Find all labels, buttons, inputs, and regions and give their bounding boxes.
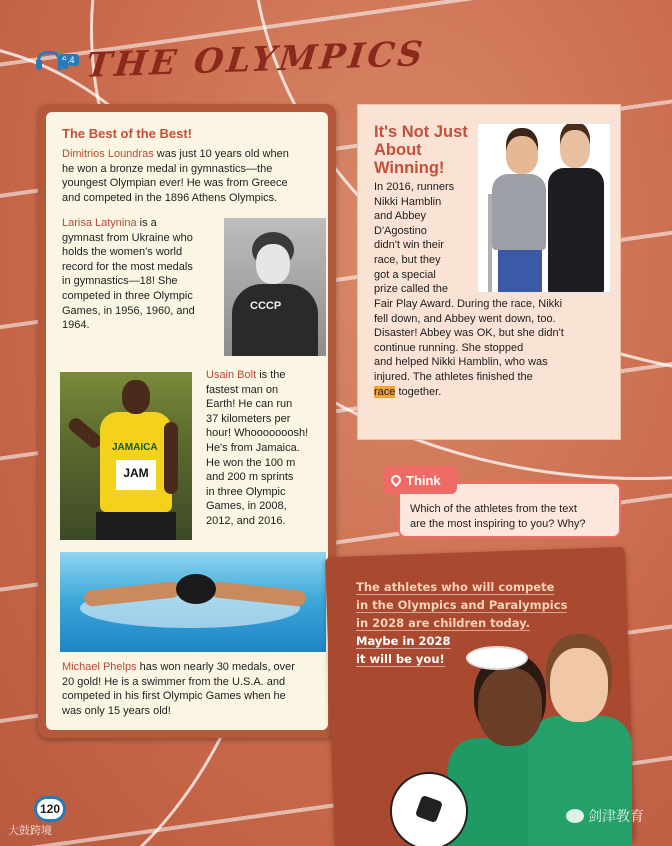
highlighted-word[interactable]: race <box>374 385 396 398</box>
best-of-the-best-card <box>38 104 336 738</box>
audio-badge[interactable] <box>36 51 79 69</box>
page-title: THE OLYMPICS <box>83 34 427 86</box>
fair-play-paragraph-bottom: Fair Play Award. During the race, Nikki fell down, and Abbey went down, too. Disaster! Abbey was OK, but she didn't continue running. She stopped and helped Nikki Hamblin, who was injured. The athletes finished the race together. <box>374 298 564 398</box>
kid-illustration <box>528 716 632 846</box>
latynina-paragraph: Larisa Latynina is a gymnast from Ukraine who holds the women's world record for the most medals in gymnastics—18! She competed in three Olympic Games, in 1956, 1960, and 1964. <box>62 217 195 332</box>
photo-bib-text: JAM <box>116 460 156 490</box>
athlete-name: Larisa Latynina <box>62 217 137 229</box>
runners-photo <box>477 123 611 293</box>
kid-illustration <box>478 668 542 746</box>
best-of-the-best-panel <box>46 112 328 730</box>
think-label-text: Think <box>406 472 441 488</box>
wechat-icon <box>566 809 584 823</box>
watermark-right: 剑津教育 <box>566 806 644 826</box>
athlete-name: Michael Phelps <box>62 661 137 673</box>
audio-track-number: 6.4 <box>58 54 79 66</box>
think-question-box: Which of the athletes from the text are the most inspiring to you? Why? <box>398 482 621 538</box>
soccer-ball-icon <box>390 772 468 846</box>
athlete-name: Dimitrios Loundras <box>62 148 154 160</box>
think-label <box>383 466 457 494</box>
maybe-you-text: Maybe in 2028 it will be you! <box>356 634 451 666</box>
phelps-paragraph: Michael Phelps has won nearly 30 medals, over 20 gold! He is a swimmer from the U.S.A. and competed in his first Olympic Games when he was only 15 years old! <box>62 661 295 717</box>
bolt-paragraph: Usain Bolt is the fastest man on Earth! He can run 37 kilometers per hour! Whooooooosh! He's from Jamaica. He won the 100 m and 200 m sprints in three Olympic Games, in 2008, 2012, and 2016. <box>206 369 309 527</box>
page-number: 120 <box>34 796 66 822</box>
fair-play-paragraph-top: In 2016, runners Nikki Hamblin and Abbey D'Agostino didn't win their race, but they got a special prize called the <box>374 181 455 296</box>
phelps-photo <box>60 552 326 652</box>
page-header <box>36 34 427 86</box>
latynina-photo <box>224 218 326 356</box>
watermark-left: 大鼓跨境 <box>8 825 52 837</box>
hair-bow <box>466 646 528 670</box>
bolt-photo <box>60 372 192 540</box>
fair-play-card <box>357 104 621 440</box>
photo-shirt-text: JAMAICA <box>112 442 158 453</box>
location-pin-icon <box>389 473 403 487</box>
section-title: The Best of the Best! <box>62 126 193 141</box>
loundras-paragraph: Dimitrios Loundras was just 10 years old when he won a bronze medal in gymnastics—the youngest Olympian ever! He was from Greece and competed in the 1896 Athens Olympics. <box>62 148 289 204</box>
headphones-icon[interactable] <box>36 51 56 69</box>
athlete-name: Usain Bolt <box>206 369 257 381</box>
section-title: It's Not Just About Winning! <box>374 123 468 177</box>
future-athletes-text: The athletes who will compete in the Olympics and Paralympics in 2028 are children today. <box>356 580 568 630</box>
kid-illustration <box>550 648 608 722</box>
photo-shirt-text: CCCP <box>250 300 282 312</box>
